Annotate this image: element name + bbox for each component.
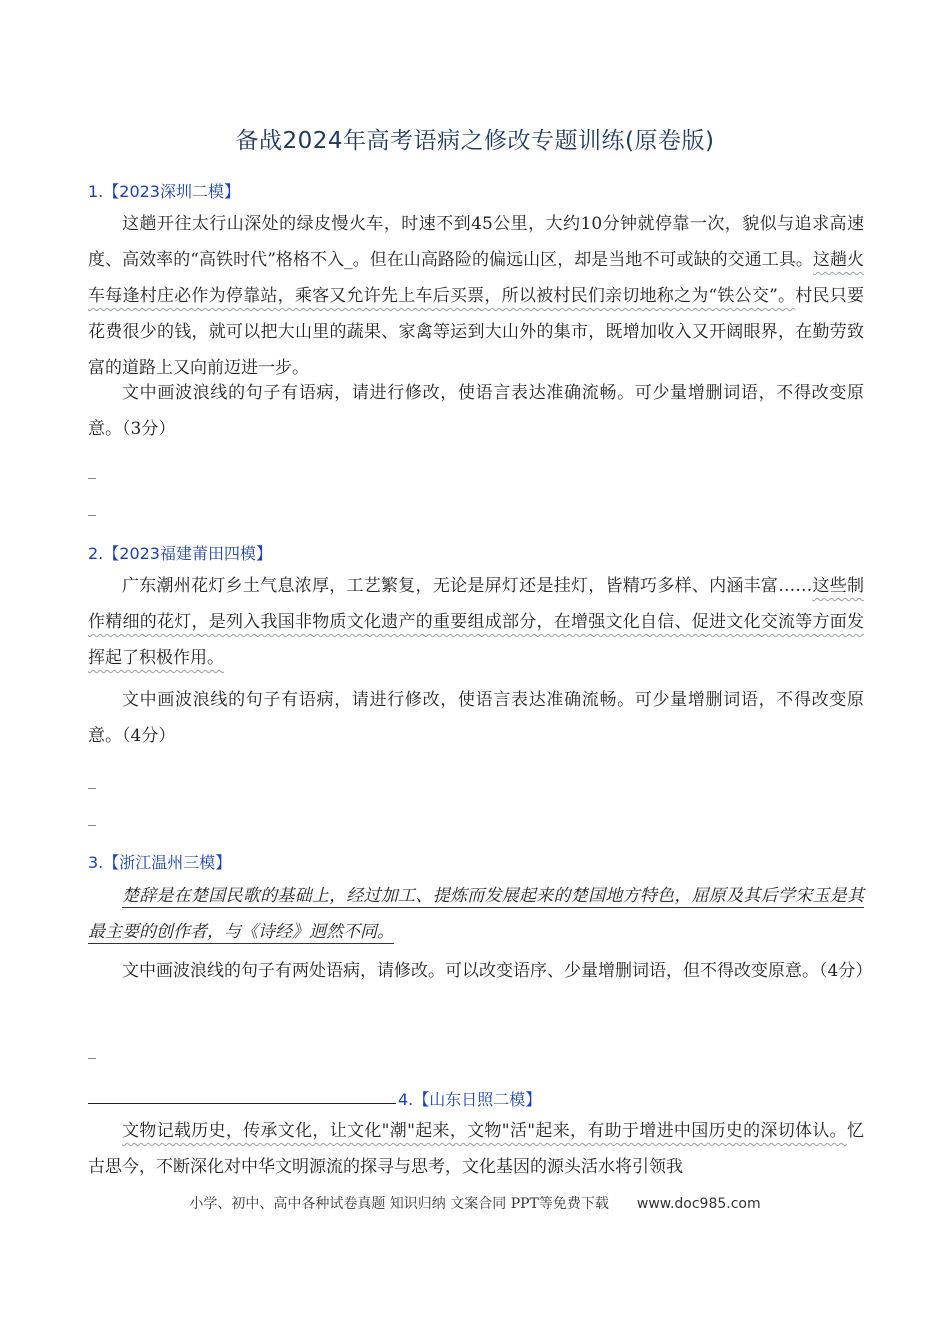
question-4-passage [88,1113,864,1185]
question-2-text: 广东潮州花灯乡土气息浓厚，工艺繁复，无论是屏灯还是挂灯，皆精巧多样、内涵丰富…… [122,576,813,596]
question-4-text-tail: 忆古思今，不断深化对中华文明源流的探寻与思考，文化基因的源头活水将引领我 [88,1121,864,1177]
question-1-answer-line-2[interactable]: _ [88,497,96,516]
question-2-answer-line-1[interactable]: _ [88,770,96,789]
question-3-answer-line-1[interactable]: _ [88,1040,96,1059]
footer-site-link[interactable]: www.doc985.com [636,1196,761,1212]
question-1-answer-line-1[interactable]: _ [88,460,96,479]
question-4-wavy-sentence: 文物记载历史，传承文化，让文化"潮"起来，文物"活"起来，有助于增进中国历史的深切体认。 [122,1121,847,1141]
question-1-instruction: 文中画波浪线的句子有语病，请进行修改，使语言表达准确流畅。可少量增删词语，不得改变原意。（3分） [88,383,864,439]
question-2-instruction: 文中画波浪线的句子有语病，请进行修改，使语言表达准确流畅。可少量增删词语，不得改变原意。（4分） [88,690,864,746]
question-2-answer-line-2[interactable]: _ [88,807,96,826]
question-4-heading: 4.【山东日照二模】 [398,1090,542,1109]
page-footer [0,1193,950,1213]
page-title: 备战2024年高考语病之修改专题训练(原卷版) [235,128,715,154]
question-2-heading: 2.【2023福建莆田四模】 [88,544,272,563]
question-1-text-tail: 村民只要花费很少的钱，就可以把大山里的蔬果、家禽等运到大山外的集市，既增加收入又开阔眼界，在勤劳致富的道路上又向前迈进一步。 [88,286,865,378]
question-3-instruction: 文中画波浪线的句子有两处语病，请修改。可以改变语序、少量增删词语，但不得改变原意。（4分） [122,961,873,981]
question-3-heading: 3.【浙江温州三模】 [88,853,232,872]
question-3-underlined-sentence: 楚辞是在楚国民歌的基础上，经过加工、提炼而发展起来的楚国地方特色，屈原及其后学宋玉是其最主要的创作者，与《诗经》迥然不同。 [88,886,864,942]
question-1-passage [88,206,864,386]
question-1-wavy-sentence: 这趟火车每逢村庄必作为停靠站，乘客又允许先上车后买票，所以被村民们亲切地称之为“铁公交”。 [88,250,864,306]
question-2-passage [88,568,864,676]
question-3-passage [88,878,864,950]
question-1-text: 这趟开往太行山深处的绿皮慢火车，时速不到45公里，大约10分钟就停靠一次，貌似与追求高速度、高效率的“高铁时代”格格不入_。但在山高路险的偏远山区，却是当地不可或缺的交通工具。 [88,214,864,270]
question-1-heading: 1.【2023深圳二模】 [88,182,240,201]
footer-text: 小学、初中、高中各种试卷真题 知识归纳 文案合同 PPT等免费下载 [189,1196,609,1212]
question-2-wavy-sentence: 这些制作精细的花灯，是列入我国非物质文化遗产的重要组成部分，在增强文化自信、促进文化交流等方面发挥起了积极作用。 [88,576,865,668]
answer-rule-line [88,1103,396,1104]
